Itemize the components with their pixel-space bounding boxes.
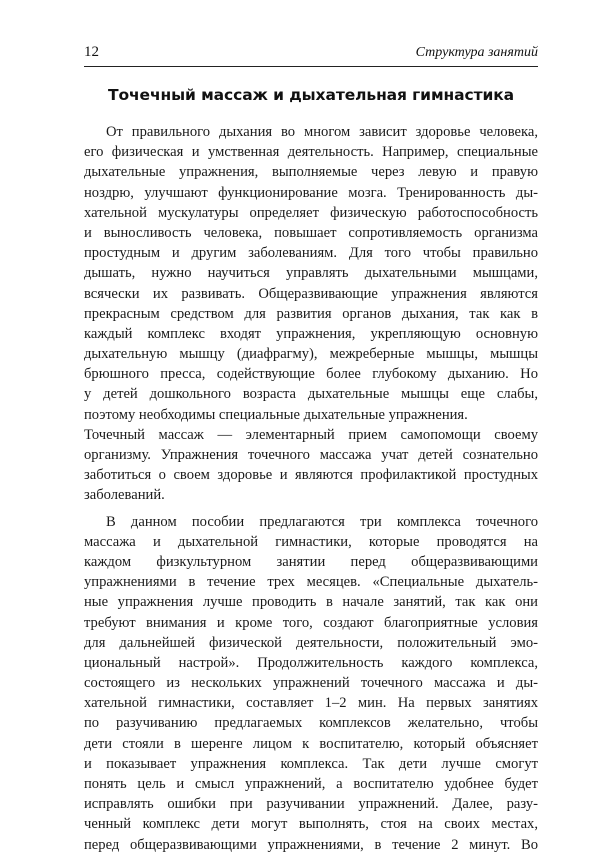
text-line: брюшного пресса, содействующие более глубокому дыханию. Но bbox=[84, 366, 538, 383]
text-line: От правильного дыхания во многом зависит здоровье человека, bbox=[106, 124, 538, 140]
text-line: заботиться о своем здоровье и являются профилактикой простудных bbox=[84, 467, 538, 484]
page-number: 12 bbox=[84, 44, 99, 60]
text-line: поэтому необходимы специальные дыхательные упражнения. bbox=[84, 406, 468, 423]
text-line: дыхательные упражнения, выполняемые через левую и правую bbox=[84, 164, 538, 181]
text-line: понять цель и смысл упражнений, а воспитателю удобнее будет bbox=[84, 776, 538, 792]
body-text bbox=[84, 122, 538, 855]
text-line: для дальнейшей физической деятельности, положительный эмо- bbox=[84, 634, 538, 651]
text-line: дышать, нужно научиться управлять дыхательными мышцами, bbox=[84, 265, 538, 282]
text-line: ноздрю, улучшают функционирование мозга. Тренированность ды- bbox=[84, 184, 538, 201]
text-line: и выносливость человека, повышает сопротивляемость организма bbox=[84, 224, 538, 241]
text-line: у детей дошкольного возраста дыхательные мышцы еще слабы, bbox=[84, 386, 538, 403]
text-line: исправлять ошибки при разучивании упражнений. Далее, разу- bbox=[84, 796, 538, 813]
text-line: хательной мускулатуры определяет физическую работоспособность bbox=[84, 204, 538, 221]
text-line: циональный настрой». Продолжительность каждого комплекса, bbox=[84, 654, 538, 671]
text-line: Точечный массаж — элементарный прием самопомощи своему bbox=[84, 426, 538, 443]
running-header bbox=[84, 44, 538, 67]
paragraph-2 bbox=[84, 512, 538, 855]
text-line: В данном пособии предлагаются три комплекса точечного bbox=[106, 513, 538, 530]
text-line: его физическая и умственная деятельность. Например, специальные bbox=[84, 144, 538, 161]
text-line: простудным и другим заболеваниям. Для того чтобы правильно bbox=[84, 245, 538, 262]
text-line: перед общеразвивающими упражнениями, в течение 2 минут. Во bbox=[84, 836, 538, 853]
paragraph-1 bbox=[84, 122, 538, 506]
text-line: всячески их развивать. Общеразвивающие упражнения являются bbox=[84, 285, 538, 302]
chapter-heading: Точечный массаж и дыхательная гимнастика bbox=[107, 86, 514, 104]
text-line: требуют внимания и кроме того, создают благоприятные условия bbox=[84, 614, 538, 631]
text-line: организму. Упражнения точечного массажа учат детей сознательно bbox=[84, 447, 538, 463]
text-line: заболеваний. bbox=[84, 487, 165, 504]
text-line: по разучиванию предлагаемых комплексов желательно, чтобы bbox=[84, 715, 538, 732]
text-line: каждом физкультурном занятии перед общеразвивающими bbox=[84, 553, 538, 570]
text-line: состоящего из нескольких упражнений точечного массажа и ды- bbox=[84, 675, 538, 692]
text-line: дыхательную мышцу (диафрагму), межреберные мышцы, мышцы bbox=[84, 346, 538, 363]
text-line: массажа и дыхательной гимнастики, которые проводятся на bbox=[84, 533, 538, 550]
text-line: упражнениями в течение трех месяцев. «Специальные дыхатель- bbox=[84, 574, 538, 591]
section-title: Структура занятий bbox=[415, 45, 538, 60]
text-line: и показывает упражнения комплекса. Так дети лучше смогут bbox=[84, 755, 538, 772]
text-line: каждый комплекс входят упражнения, укрепляющую основную bbox=[84, 325, 538, 342]
text-line: дети стояли в шеренге лицом к воспитателю, который объясняет bbox=[84, 735, 538, 752]
text-line: ченный комплекс дети могут выполнять, стоя на своих местах, bbox=[84, 816, 538, 833]
text-line: прекрасным средством для развития органов дыхания, так как в bbox=[84, 305, 538, 322]
text-line: хательной гимнастики, составляет 1–2 мин. На первых занятиях bbox=[84, 695, 538, 712]
text-line: ные упражнения лучше проводить в начале занятий, так как они bbox=[84, 594, 538, 611]
